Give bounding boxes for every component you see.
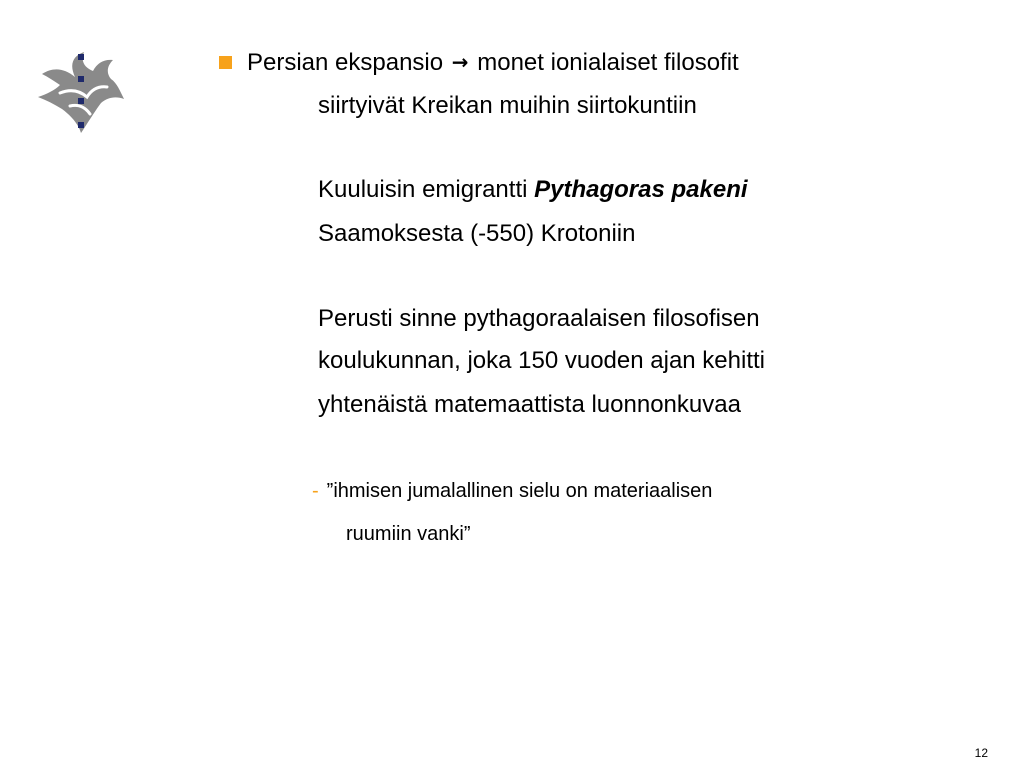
paragraph-2-line-2: koulukunnan, joka 150 vuoden ajan kehitti — [318, 347, 765, 374]
paragraph-1-plain-text: Kuuluisin emigrantti — [318, 176, 535, 203]
right-arrow-icon: → — [451, 50, 469, 74]
quote-line-1 — [312, 479, 712, 503]
bullet-line — [247, 48, 739, 77]
bullet-text-before-arrow: Persian ekspansio — [247, 49, 444, 76]
square-bullet-icon — [219, 56, 232, 69]
paragraph-1-line-1 — [318, 176, 748, 204]
page-number: 12 — [974, 746, 988, 760]
bullet-continuation: siirtyivät Kreikan muihin siirtokuntiin — [318, 92, 697, 119]
paragraph-2-line-1: Perusti sinne pythagoraalaisen filosofisen — [318, 305, 760, 332]
paragraph-1-line-2: Saamoksesta (-550) Krotoniin — [318, 220, 636, 247]
pythagoras-emphasis: Pythagoras pakeni — [534, 176, 748, 203]
paragraph-2-line-3: yhtenäistä matemaattista luonnonkuvaa — [318, 391, 741, 418]
bullet-text-after-arrow: monet ionialaiset filosofit — [477, 49, 739, 76]
quote-line-2: ruumiin vanki” — [346, 523, 471, 545]
quote-text-line-1: ”ihmisen jumalallinen sielu on materiaalisen — [326, 480, 713, 502]
dash-bullet: - — [312, 480, 319, 502]
